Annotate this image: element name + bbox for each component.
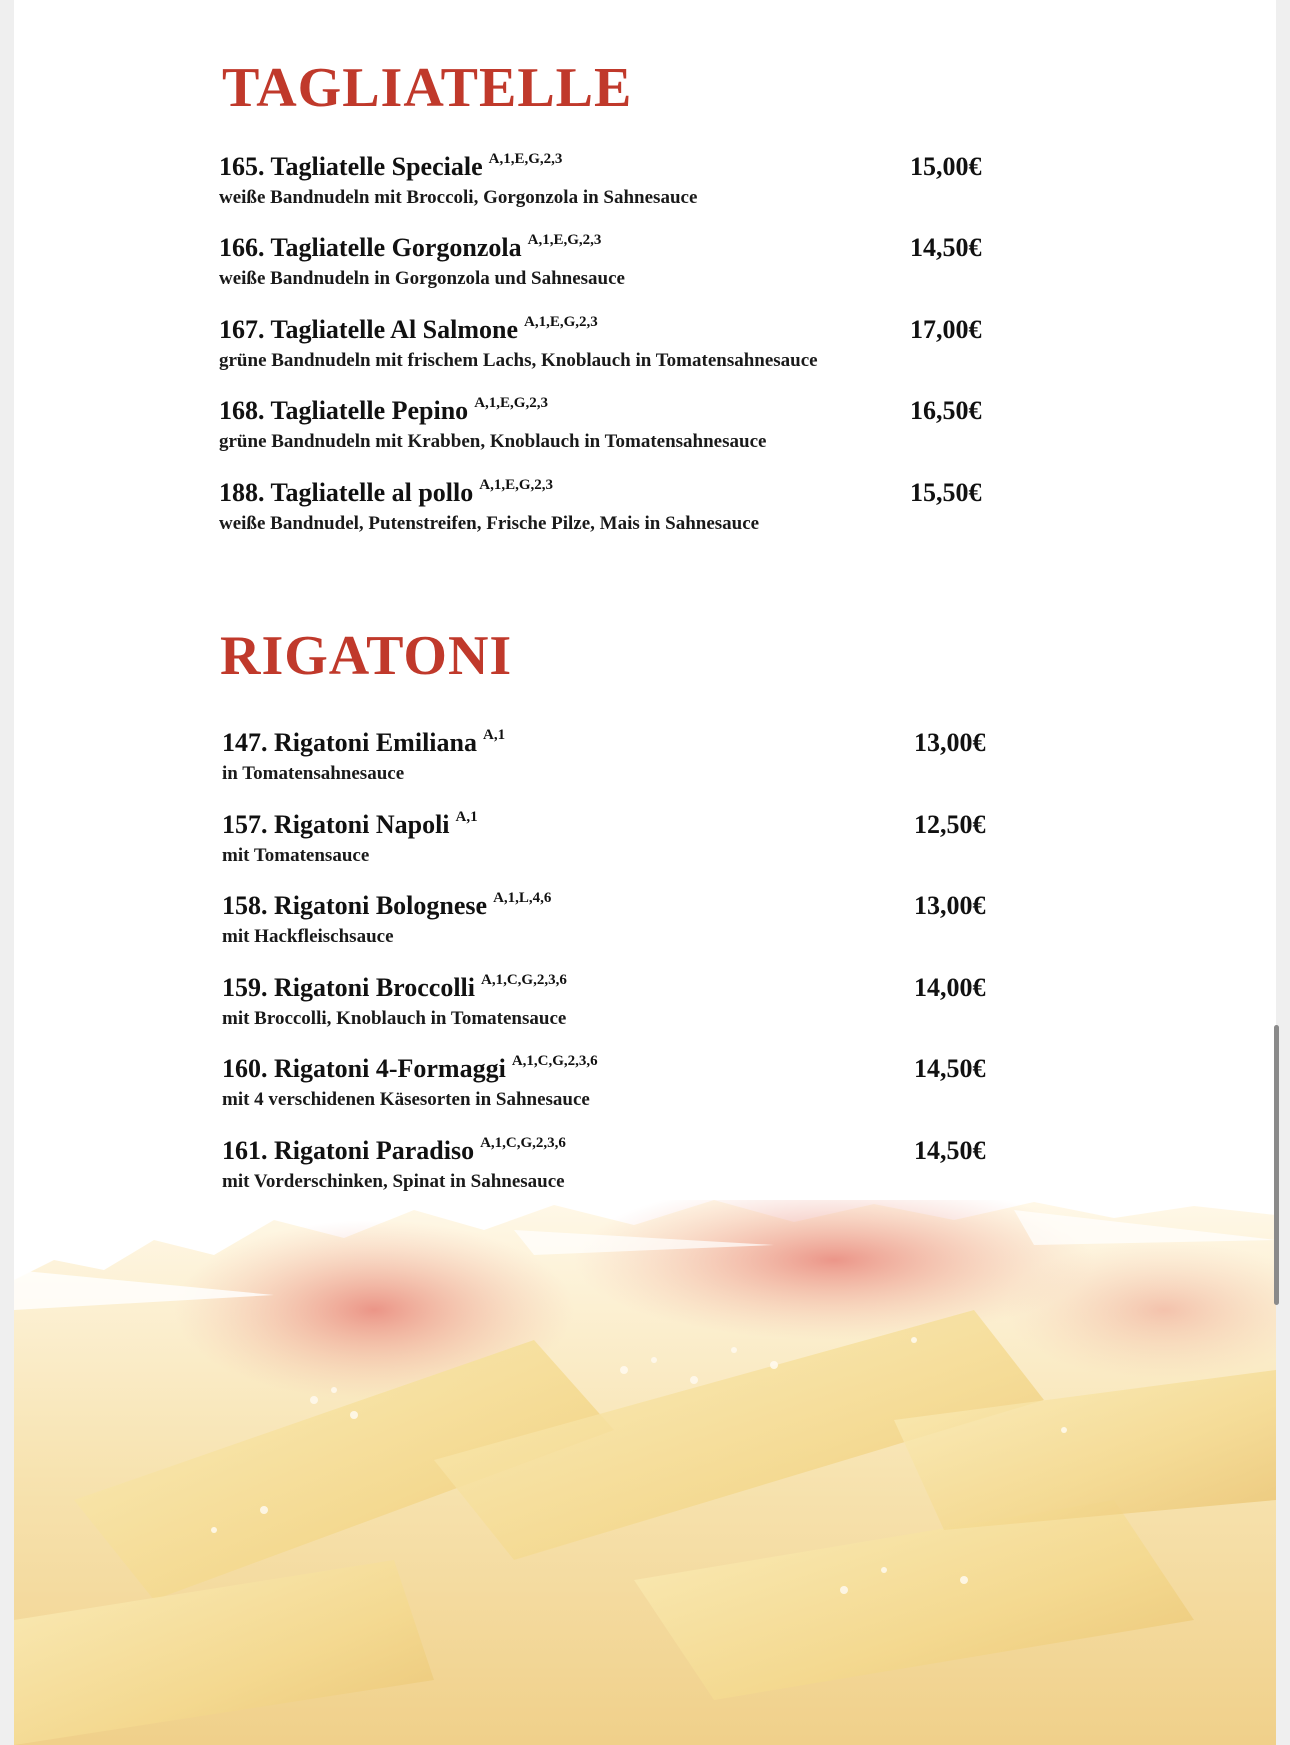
item-description: weiße Bandnudeln mit Broccoli, Gorgonzola in Sahnesauce <box>219 187 698 208</box>
item-description: mit Hackfleischsauce <box>222 926 394 947</box>
item-name: 168. Tagliatelle Pepino <box>219 396 469 425</box>
item-allergens: A,1,C,G,2,3,6 <box>481 972 567 988</box>
item-price: 14,50€ <box>914 1054 986 1083</box>
item-price: 15,00€ <box>910 152 982 181</box>
item-price: 13,00€ <box>914 728 986 757</box>
item-allergens: A,1,E,G,2,3 <box>488 151 563 167</box>
item-name: 161. Rigatoni Paradiso <box>222 1136 475 1165</box>
item-name: 165. Tagliatelle Speciale <box>219 152 483 181</box>
menu-item <box>222 891 1002 949</box>
menu-item <box>219 478 999 536</box>
item-name: 167. Tagliatelle Al Salmone <box>219 315 519 344</box>
item-name: 157. Rigatoni Napoli <box>222 810 450 839</box>
item-description: mit Tomatensauce <box>222 845 370 866</box>
item-allergens: A,1,E,G,2,3 <box>474 395 548 411</box>
menu-item <box>222 1136 1002 1194</box>
item-price: 14,50€ <box>910 233 982 262</box>
item-price: 15,50€ <box>910 478 982 507</box>
menu-item <box>219 315 999 373</box>
item-description: mit 4 verschidenen Käsesorten in Sahnesauce <box>222 1089 590 1110</box>
item-name: 147. Rigatoni Emiliana <box>222 728 477 757</box>
menu-item <box>222 973 1002 1031</box>
menu-page <box>14 0 1276 1745</box>
menu-item <box>222 1054 1002 1112</box>
section-title-rigatoni: RIGATONI <box>220 625 513 687</box>
item-description: grüne Bandnudeln mit Krabben, Knoblauch in Tomatensahnesauce <box>219 431 767 452</box>
item-allergens: A,1,E,G,2,3 <box>527 232 602 248</box>
menu-item <box>219 233 999 291</box>
menu-item <box>219 152 999 210</box>
menu-item <box>219 396 999 454</box>
item-allergens: A,1,E,G,2,3 <box>524 314 598 330</box>
item-price: 14,00€ <box>914 973 986 1002</box>
item-name: 158. Rigatoni Bolognese <box>222 891 488 920</box>
item-description: mit Broccolli, Knoblauch in Tomatensauce <box>222 1008 567 1029</box>
item-description: weiße Bandnudel, Putenstreifen, Frische Pilze, Mais in Sahnesauce <box>219 513 760 534</box>
item-description: weiße Bandnudeln in Gorgonzola und Sahnesauce <box>219 268 625 289</box>
vertical-scrollbar[interactable] <box>1274 1025 1279 1305</box>
item-price: 16,50€ <box>910 396 982 425</box>
item-allergens: A,1 <box>482 727 506 743</box>
item-name: 188. Tagliatelle al pollo <box>219 478 474 507</box>
menu-item <box>222 810 1002 868</box>
item-allergens: A,1,L,4,6 <box>493 890 552 906</box>
item-name: 159. Rigatoni Broccolli <box>222 973 476 1002</box>
item-price: 13,00€ <box>914 891 986 920</box>
menu-item <box>222 728 1002 786</box>
pasta-background-image <box>14 1200 1276 1745</box>
item-description: mit Vorderschinken, Spinat in Sahnesauce <box>222 1171 565 1192</box>
item-allergens: A,1 <box>455 809 478 825</box>
item-description: in Tomatensahnesauce <box>222 763 405 784</box>
item-description: grüne Bandnudeln mit frischem Lachs, Knoblauch in Tomatensahnesauce <box>219 350 818 371</box>
item-name: 160. Rigatoni 4-Formaggi <box>222 1054 506 1083</box>
item-allergens: A,1,E,G,2,3 <box>479 477 554 493</box>
item-price: 12,50€ <box>914 810 986 839</box>
section-title-tagliatelle: TAGLIATELLE <box>222 57 633 119</box>
item-price: 17,00€ <box>910 315 982 344</box>
item-price: 14,50€ <box>914 1136 986 1165</box>
item-allergens: A,1,C,G,2,3,6 <box>480 1135 566 1151</box>
item-allergens: A,1,C,G,2,3,6 <box>511 1053 598 1069</box>
item-name: 166. Tagliatelle Gorgonzola <box>219 233 522 262</box>
